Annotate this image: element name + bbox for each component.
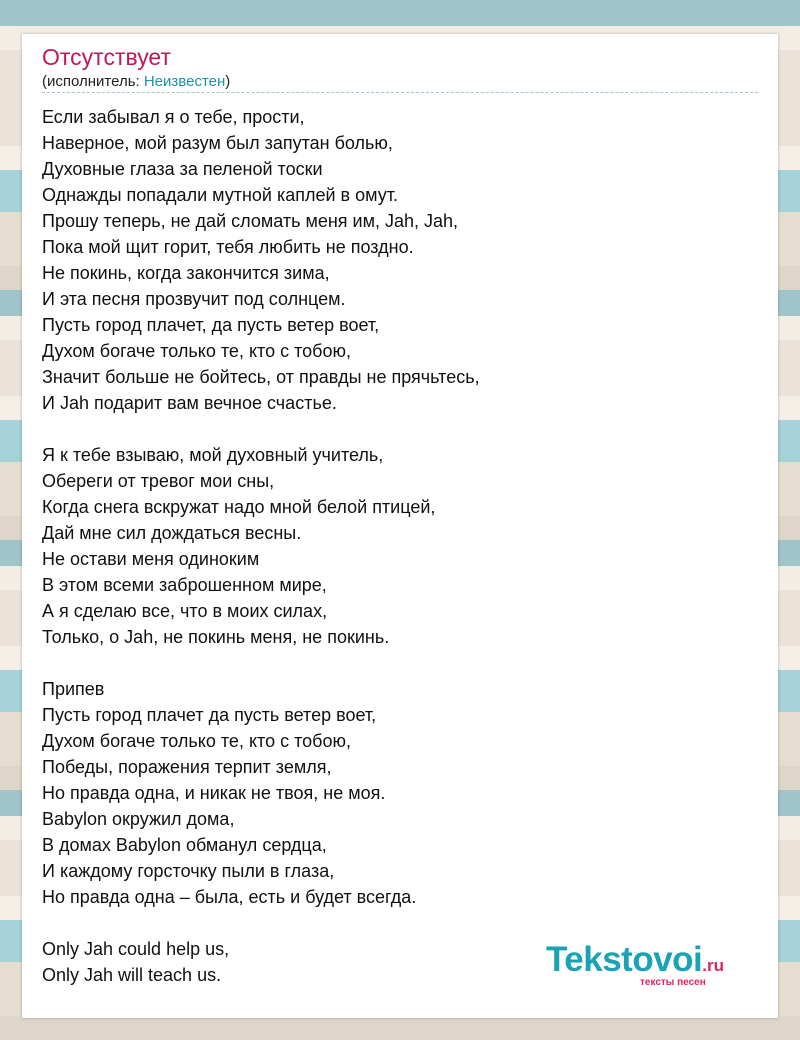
- artist-prefix: (исполнитель:: [42, 73, 144, 90]
- artist-link[interactable]: Неизвестен: [143, 73, 226, 90]
- stanza-gap: [42, 416, 480, 442]
- logo-wordmark: Tekstovoi: [546, 940, 703, 979]
- lyric-line: Я к тебе взываю, мой духовный учитель,: [42, 445, 384, 465]
- lyric-line: А я сделаю все, что в моих силах,: [42, 601, 328, 621]
- lyric-line: Когда снега вскружат надо мной белой птицей,: [42, 497, 436, 517]
- lyrics-card: [22, 34, 778, 1018]
- artist-suffix: ): [225, 73, 231, 90]
- lyric-line: И Jah подарит вам вечное счастье.: [42, 393, 337, 413]
- lyric-line: Не остави меня одиноким: [42, 549, 260, 569]
- stanza-gap: [42, 910, 480, 936]
- lyric-line: Only Jah could help us,: [42, 939, 230, 959]
- lyric-line: Победы, поражения терпит земля,: [42, 757, 332, 777]
- lyric-line: Пусть город плачет, да пусть ветер воет,: [42, 315, 380, 335]
- chorus-label: Припев: [42, 679, 105, 699]
- lyric-line: Пусть город плачет да пусть ветер воет,: [42, 705, 377, 725]
- lyric-line: И эта песня прозвучит под солнцем.: [42, 289, 346, 309]
- site-logo[interactable]: [546, 940, 725, 988]
- lyric-line: В домах Babylon обманул сердца,: [42, 835, 327, 855]
- chorus: [42, 676, 480, 910]
- lyric-line: Не покинь, когда закончится зима,: [42, 263, 330, 283]
- lyric-line: Прошу теперь, не дай сломать меня им, Jah, Jah,: [42, 211, 459, 231]
- title-divider: [42, 92, 758, 93]
- verse-1: [42, 104, 480, 416]
- lyric-line: Только, о Jah, не покинь меня, не покинь.: [42, 627, 390, 647]
- lyric-line: Only Jah will teach us.: [42, 965, 222, 985]
- lyric-line: Пока мой щит горит, тебя любить не поздно.: [42, 237, 414, 257]
- logo-tagline: тексты песен: [640, 977, 706, 988]
- lyric-line: Наверное, мой разум был запутан болью,: [42, 133, 393, 153]
- lyric-line: Духом богаче только те, кто с тобою,: [42, 341, 351, 361]
- lyric-line: Если забывал я о тебе, прости,: [42, 107, 305, 127]
- lyric-line: В этом всеми заброшенном мире,: [42, 575, 327, 595]
- lyric-line: Духом богаче только те, кто с тобою,: [42, 731, 351, 751]
- lyric-line: И каждому горсточку пыли в глаза,: [42, 861, 335, 881]
- lyric-line: Дай мне сил дождаться весны.: [42, 523, 302, 543]
- logo-domain: .ru: [702, 956, 725, 975]
- lyric-line: Но правда одна, и никак не твоя, не моя.: [42, 783, 386, 803]
- song-title: Отсутствует: [42, 44, 171, 70]
- lyric-line: Babylon окружил дома,: [42, 809, 235, 829]
- lyric-line: Но правда одна – была, есть и будет всегда.: [42, 887, 417, 907]
- verse-2: [42, 442, 480, 650]
- outro: [42, 936, 480, 988]
- lyric-line: Обереги от тревог мои сны,: [42, 471, 275, 491]
- artist-line: [42, 73, 230, 90]
- lyric-line: Духовные глаза за пеленой тоски: [42, 159, 323, 179]
- lyrics-text: [42, 104, 480, 988]
- lyric-line: Однажды попадали мутной каплей в омут.: [42, 185, 398, 205]
- lyric-line: Значит больше не бойтесь, от правды не прячьтесь,: [42, 367, 480, 387]
- stanza-gap: [42, 650, 480, 676]
